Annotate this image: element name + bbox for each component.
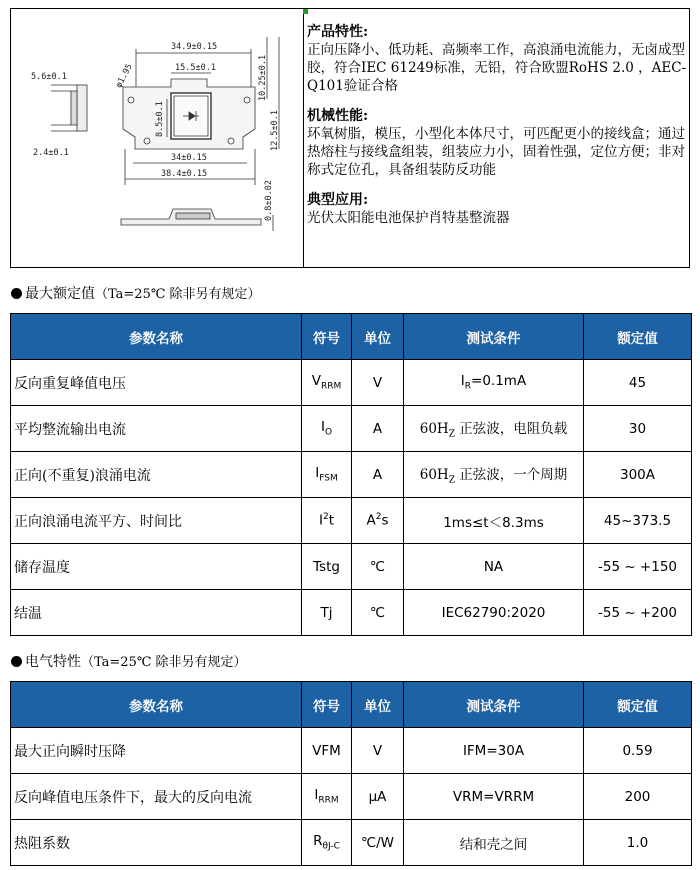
param-condition: $60H_Z$ 正弦波，一个周期 — [404, 452, 584, 498]
dim-thickness: 0.8±0.02 — [264, 180, 274, 221]
application-text: 光伏太阳能电池保护肖特基整流器 — [307, 210, 510, 226]
max-ratings-table — [10, 313, 692, 636]
param-name: 结温 — [11, 590, 302, 636]
param-unit: V — [352, 728, 404, 774]
param-value: 30 — [584, 406, 692, 452]
dim-hole-diameter: φ1.95 — [114, 62, 135, 90]
param-name: 反向峰值电压条件下，最大的反向电流 — [11, 774, 302, 820]
table-row — [11, 544, 692, 590]
electrical-heading — [11, 651, 247, 671]
table-header-row — [11, 314, 692, 360]
param-symbol: Tj — [302, 590, 352, 636]
table-row — [11, 406, 692, 452]
electrical-title: 电气特性 — [25, 654, 81, 670]
dim-total-width: 38.4±0.15 — [161, 169, 208, 179]
param-symbol: VFM — [302, 728, 352, 774]
dim-side-thickness: 2.4±0.1 — [33, 148, 69, 158]
param-value: 200 — [584, 774, 692, 820]
header-unit: 单位 — [352, 682, 404, 728]
param-name: 储存温度 — [11, 544, 302, 590]
mechanical-text: 环氧树脂，模压，小型化本体尺寸，可匹配更小的接线盒；通过热熔柱与接线盒组装，组装应力小，固着性强，定位方便；非对称式定位孔，具备组装防反功能 — [307, 126, 685, 178]
bullet-icon — [11, 656, 22, 667]
param-symbol: $I_{FSM}$ — [302, 452, 352, 498]
param-condition: $I_R=0.1mA$ — [404, 360, 584, 406]
table-row — [11, 820, 692, 866]
bullet-icon — [11, 288, 22, 299]
param-name: 正向(不重复)浪涌电流 — [11, 452, 302, 498]
table-row — [11, 728, 692, 774]
param-name: 最大正向瞬时压降 — [11, 728, 302, 774]
product-features-title: 产品特性: — [307, 24, 369, 40]
param-name: 热阻系数 — [11, 820, 302, 866]
param-unit: A — [352, 452, 404, 498]
table-header-row — [11, 682, 692, 728]
dim-hole-spacing: 34±0.15 — [171, 153, 207, 163]
param-symbol: $I_{RRM}$ — [302, 774, 352, 820]
table-row — [11, 498, 692, 544]
header-symbol: 符号 — [302, 314, 352, 360]
table-row — [11, 774, 692, 820]
param-unit: ℃/W — [352, 820, 404, 866]
dim-side-height: 5.6±0.1 — [31, 72, 67, 82]
param-unit: V — [352, 360, 404, 406]
param-unit: A — [352, 406, 404, 452]
dim-total-height: 12.5±0.1 — [270, 110, 280, 151]
param-condition: IEC62790:2020 — [404, 590, 584, 636]
param-symbol: $V_{RRM}$ — [302, 360, 352, 406]
feature-descriptions — [305, 9, 691, 239]
param-name: 正向浪涌电流平方、时间比 — [11, 498, 302, 544]
param-condition: 1ms≤t＜8.3ms — [404, 498, 584, 544]
mechanical-title: 机械性能: — [307, 108, 369, 124]
header-test-condition: 测试条件 — [404, 314, 584, 360]
param-name: 平均整流输出电流 — [11, 406, 302, 452]
package-dimension-drawing — [11, 9, 304, 267]
header-rated-value: 额定值 — [584, 682, 692, 728]
param-symbol: $I^2t$ — [302, 498, 352, 544]
param-value: 45~373.5 — [584, 498, 692, 544]
param-value: -55 ~ +150 — [584, 544, 692, 590]
electrical-condition: （Ta=25℃ 除非另有规定） — [81, 655, 247, 670]
max-ratings-heading — [11, 283, 261, 303]
param-condition: VRM=VRRM — [404, 774, 584, 820]
header-param-name: 参数名称 — [11, 314, 302, 360]
param-unit: $A^2s$ — [352, 498, 404, 544]
param-unit: ℃ — [352, 544, 404, 590]
param-condition: 结和壳之间 — [404, 820, 584, 866]
dimension-drawing-svg — [11, 9, 303, 267]
param-symbol: $R_{\theta J-C}$ — [302, 820, 352, 866]
header-rated-value: 额定值 — [584, 314, 692, 360]
param-condition: $60H_Z$ 正弦波，电阻负载 — [404, 406, 584, 452]
param-unit: ℃ — [352, 590, 404, 636]
table-row — [11, 452, 692, 498]
header-unit: 单位 — [352, 314, 404, 360]
table-row — [11, 590, 692, 636]
electrical-table — [10, 681, 692, 866]
header-test-condition: 测试条件 — [404, 682, 584, 728]
max-ratings-condition: （Ta=25℃ 除非另有规定） — [95, 287, 261, 302]
param-name: 反向重复峰值电压 — [11, 360, 302, 406]
param-value: 1.0 — [584, 820, 692, 866]
product-overview-panel — [10, 8, 690, 268]
param-condition: IFM=30A — [404, 728, 584, 774]
product-features-text: 正向压降小、低功耗、高频率工作，高浪涌电流能力，无卤成型胶，符合IEC 61249标准，无铅，符合欧盟RoHS 2.0 ，AEC-Q101验证合格 — [307, 42, 687, 94]
dim-inner-height: 8.5±0.1 — [155, 101, 165, 137]
dim-inner-width: 15.5±0.1 — [175, 63, 216, 73]
param-condition: NA — [404, 544, 584, 590]
param-symbol: $I_O$ — [302, 406, 352, 452]
header-param-name: 参数名称 — [11, 682, 302, 728]
table-row — [11, 360, 692, 406]
max-ratings-title: 最大额定值 — [25, 286, 95, 302]
dim-width-top: 34.9±0.15 — [171, 42, 218, 52]
param-unit: μA — [352, 774, 404, 820]
header-symbol: 符号 — [302, 682, 352, 728]
dim-upper-height: 10.25±0.1 — [258, 54, 268, 101]
param-value: -55 ~ +200 — [584, 590, 692, 636]
param-value: 45 — [584, 360, 692, 406]
application-title: 典型应用: — [307, 192, 369, 208]
param-value: 300A — [584, 452, 692, 498]
param-value: 0.59 — [584, 728, 692, 774]
param-symbol: Tstg — [302, 544, 352, 590]
